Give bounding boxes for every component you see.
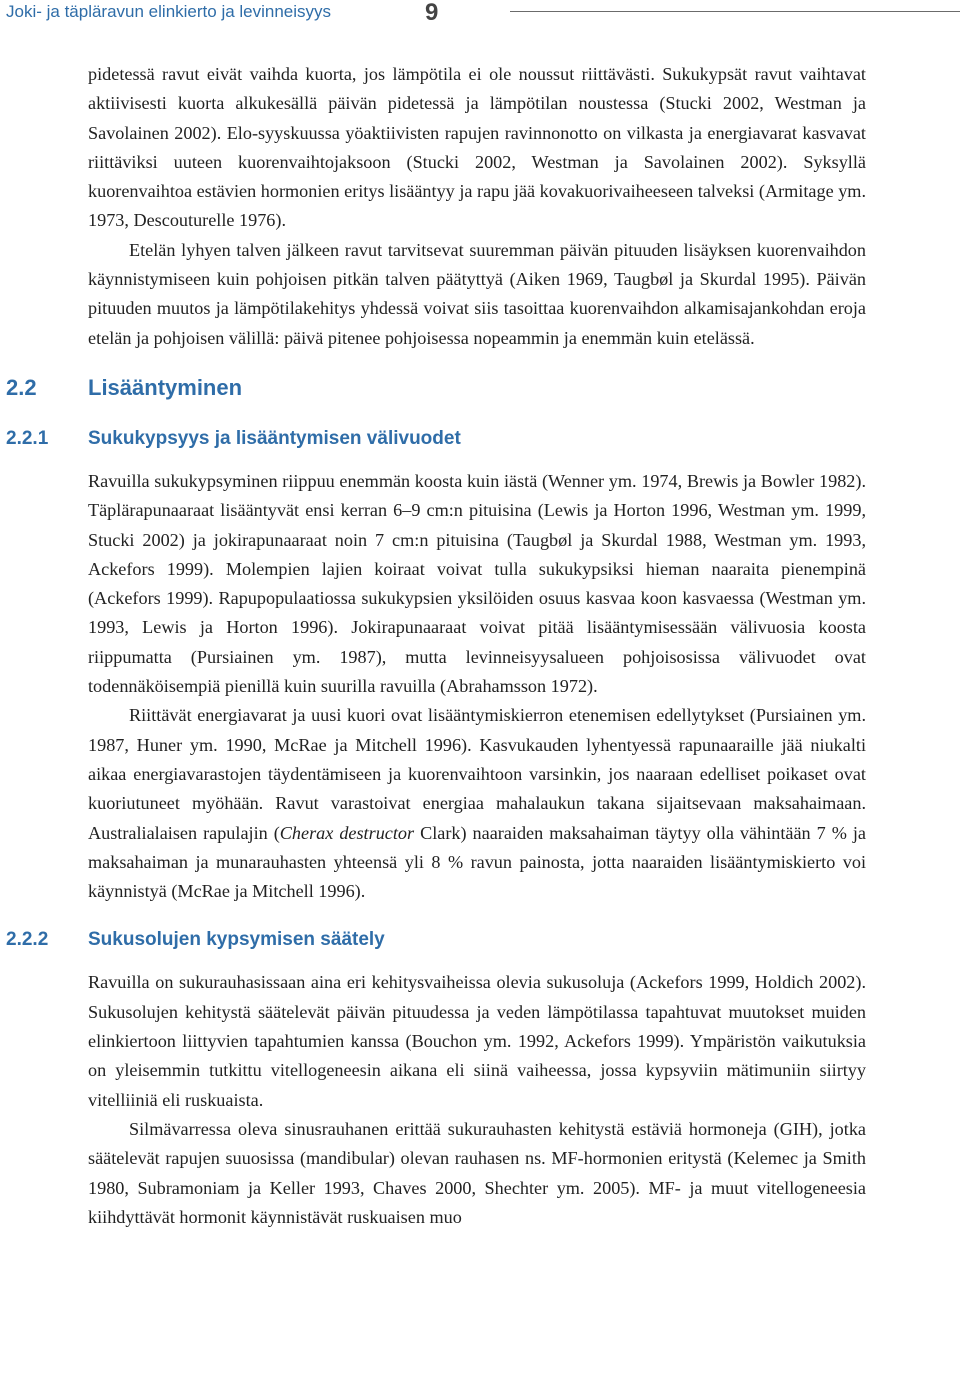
subsection-title: Sukukypsyys ja lisääntymisen välivuodet [88, 427, 461, 449]
section-number: 2.2 [6, 374, 37, 400]
subsection-heading-2-2-1 [6, 425, 866, 453]
paragraph: Ravuilla on sukurauhasissaan aina eri kehitysvaiheissa olevia sukusoluja (Ackefors 1999, Holdich 2002). Sukusolujen kehitystä säätelevät päivän pituudessa ja veden lämpötilassa tapahtuvat muutokset muiden elinkiertoon liittyvien tapahtumien kanssa (Bouchon ym. 1992, Ackefors 1999). Ympäristön vaikutuksia on yleisemmin tutkittu vitellogeneesin aikana eli siinä vaiheessa, jossa kypsyviin mätimuniin siirtyy vitelliiniä eli ruskuaista. [88, 972, 866, 1110]
header-divider [510, 11, 960, 12]
paragraph: Etelän lyhyen talven jälkeen ravut tarvitsevat suuremman päivän pituuden lisäyksen kuorenvaihdon käynnistymiseen kuin pohjoisen pitkän talven päätyttyä (Aiken 1969, Taugbøl ja Skurdal 1995). Päivän pituuden muutos ja lämpötilakehitys yhdessä voivat siis tasoittaa kuorenvaihdon alkamisajankohdan eroja etelän ja pohjoisen välillä: päivä pitenee pohjoisessa nopeammin ja enemmän kuin etelässä. [88, 239, 866, 348]
section-heading-2-2 [6, 373, 866, 403]
running-header [0, 0, 960, 30]
paragraph-text: Riittävät energiavarat ja uusi kuori ovat lisääntymiskierron etenemisen edellytykset (Pursiainen ym. 1987, Huner ym. 1990, McRae ja Mitchell 1996). Kasvukauden lyhentyessä rapunaaraille jää niukalti aikaa energiavarastojen täydentämiseen ja kuorenvaihtoon varsinkin, jos naaraan edelliset poikaset ovat kuoriutuneet myöhään. Ravut varastoivat energiaa mahalaukun takana sijaitsevaan maksahaimaan. Australialaisen rapulajin ( [88, 705, 866, 843]
page-body [6, 60, 866, 1232]
section-title: Lisääntyminen [88, 374, 243, 400]
species-name: Cherax destructor [279, 822, 415, 843]
paragraph-text: Clark) naaraiden maksahaiman täytyy olla vähintään 7 % ja maksahaiman ja munarauhasten yhteensä yli 8 % ravun painosta, jotta naaraiden lisääntymiskierto voi käynnistyä (McRae ja Mitchell 1996). [88, 822, 866, 902]
page-number: 9 [425, 0, 439, 26]
subsection-number: 2.2.1 [6, 427, 49, 449]
paragraph: pidetessä ravut eivät vaihda kuorta, jos lämpötila ei ole noussut riittävästi. Sukukypsät ravut vaihtavat aktiivisesti kuorta alkukesällä päivän pidetessä ja lämpötilan noustessa (Stucki 2002, Westman ja Savolainen 2002). Elo-syyskuussa yöaktiivisten rapujen ravinnonotto on vilkasta ja energiavarat kasvavat riittäviksi uuteen kuorenvaihtojaksoon (Stucki 2002, Westman ja Savolainen 2002). Syksyllä kuorenvaihtoa estävien hormonien eritys lisääntyy ja rapu jää kovakuorivaiheeseen talveksi (Armitage ym. 1973, Descouturelle 1976). [88, 64, 866, 231]
paragraph: Silmävarressa oleva sinusrauhanen erittää sukurauhasten kehitystä estäviä hormoneja (GIH), jotka säätelevät rapujen suuosissa (mandibular) olevan rauhasen ns. MF-hormonien eritystä (Kelemec ja Smith 1980, Subramoniam ja Keller 1993, Chaves 2000, Shechter ym. 2005). MF- ja muut vitellogeneesia kiihdyttävät hormonit käynnistävät ruskuaisen muo [88, 1118, 866, 1227]
paragraph [88, 701, 866, 906]
paragraph: Ravuilla sukukypsyminen riippuu enemmän koosta kuin iästä (Wenner ym. 1974, Brewis ja Bowler 1982). Täplärapunaaraat lisääntyvät ensi kerran 6–9 cm:n pituisina (Lewis ja Horton 1996, Westman ym. 1999, Stucki 2002) ja jokirapunaaraat noin 7 cm:n pituisina (Taugbøl ja Skurdal 1988, Westman ym. 1993, Ackefors 1999). Molempien lajien koiraat voivat tulla sukukypsiksi hieman naaraita pienempinä (Ackefors 1999). Rapupopulaatiossa sukukypsien yksilöiden osuus kasvaa koon kasvaessa (Westman ym. 1993, Lewis ja Horton 1996). Jokirapunaaraat voivat pitää lisääntymisessään välivuosia koosta riippumatta (Pursiainen ym. 1987), mutta levinneisyysalueen pohjoisosissa välivuodet ovat todennäköisempiä pienillä kuin suurilla ravuilla (Abrahamsson 1972). [88, 470, 866, 697]
subsection-heading-2-2-2 [6, 926, 866, 954]
running-header-title: Joki- ja täpläravun elinkierto ja levinneisyys [6, 2, 332, 21]
subsection-number: 2.2.2 [6, 929, 49, 951]
subsection-title: Sukusolujen kypsymisen säätely [88, 929, 385, 951]
